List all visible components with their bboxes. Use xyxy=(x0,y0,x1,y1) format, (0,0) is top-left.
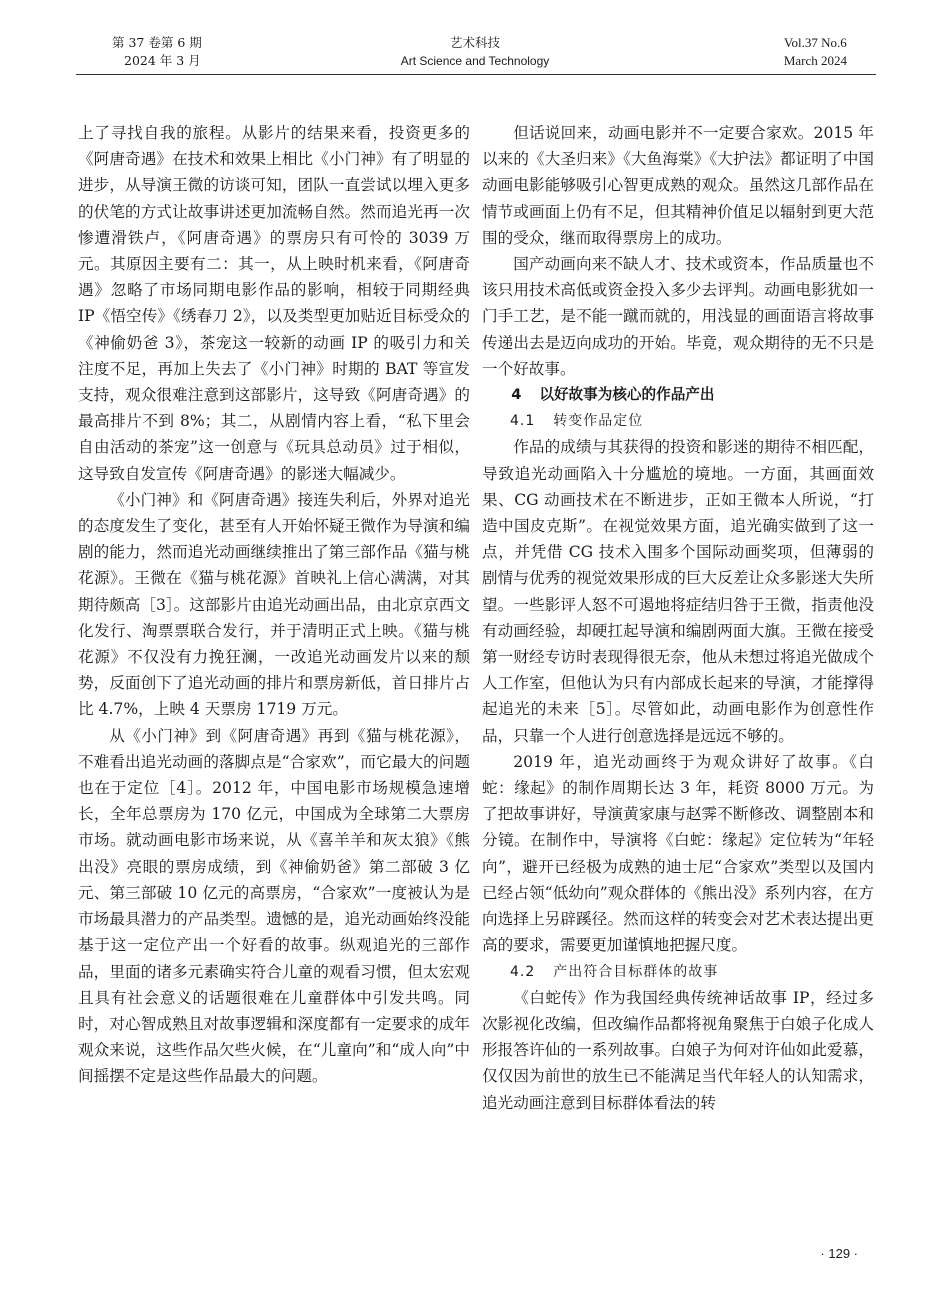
page-number: · 129 · xyxy=(820,1246,858,1261)
paragraph: 上了寻找自我的旅程。从影片的结果来看，投资更多的《阿唐奇遇》在技术和效果上相比《小门神》有了明显的进步，从导演王微的访谈可知，团队一直尝试以埋入更多的伏笔的方式让故事讲述更加流畅自然。然而追光再一次惨遭滑铁卢，《阿唐奇遇》的票房只有可怜的 3039 万元。其原因主要有二：其一，从上映时机来看，《阿唐奇遇》忽略了市场同期电影作品的影响，相较于同期经典 IP《悟空传》《绣春刀 2》，以及类型更加贴近目标受众的《神偷奶爸 3》，茶宠这一较新的动画 IP 的吸引力和关注度不足，再加上失去了《小门神》时期的 BAT 等宣发支持，观众很难注意到这部影片，这导致《阿唐奇遇》的最高排片不到 8%；其二，从剧情内容上看，“私下里会自由活动的茶宠”这一创意与《玩具总动员》过于相似，这导致自发宣传《阿唐奇遇》的影迷大幅减少。 xyxy=(78,124,470,483)
header-center xyxy=(300,34,650,70)
subsection-number: 4.2 xyxy=(510,963,536,980)
section-heading xyxy=(482,382,874,408)
paragraph: 《小门神》和《阿唐奇遇》接连失利后，外界对追光的态度发生了变化，甚至有人开始怀疑王微作为导演和编剧的能力，然而追光动画继续推出了第三部作品《猫与桃花源》。王微在《猫与桃花源》首映礼上信心满满，对其期待颇高［3］。这部影片由追光动画出品，由北京京西文化发行、淘票票联合发行，并于清明正式上映。《猫与桃花源》不仅没有力挽狂澜，一改追光动画发片以来的颓势，反面创下了追光动画的排片和票房新低，首日排片占比 4.7%，上映 4 天票房 1719 万元。 xyxy=(78,490,470,719)
date-cn: 2024 年 3 月 xyxy=(124,53,201,68)
paragraph: 但话说回来，动画电影并不一定要合家欢。2015 年以来的《大圣归来》《大鱼海棠》《大护法》都证明了中国动画电影能够吸引心智更成熟的观众。虽然这几部作品在情节或画面上仍有不足，但其精神价值足以辐射到更大范围的受众，继而取得票房上的成功。 xyxy=(482,124,874,247)
paragraph: 《白蛇传》作为我国经典传统神话故事 IP，经过多次影视化改编，但改编作品都将视角聚焦于白娘子化成人形报答许仙的一系列故事。白娘子为何对许仙如此爱慕，仅仅因为前世的放生已不能满足当代年轻人的认知需求，追光动画注意到目标群体看法的转 xyxy=(482,988,874,1112)
header-left xyxy=(112,34,202,70)
paragraph: 作品的成绩与其获得的投资和影迷的期待不相匹配，导致追光动画陷入十分尴尬的境地。一方面，其画面效果、CG 动画技术在不断进步，正如王微本人所说，“打造中国皮克斯”。在视觉效果方面，追光确实做到了这一点，并凭借 CG 技术入围多个国际动画奖项，但薄弱的剧情与优秀的视觉效果形成的巨大反差让众多影迷大失所望。一些影评人怒不可遏地将症结归咎于王微，指责他没有动画经验，却硬扛起导演和编剧两面大旗。王微在接受第一财经专访时表现得很无奈，他从未想过将追光做成个人工作室，但他认为只有内部成长起来的导演，才能撑得起追光的未来［5］。尽管如此，动画电影作为创意性作品，只靠一个人进行创意选择是远远不够的。 xyxy=(482,438,874,745)
volume-issue-en: Vol.37 No.6 xyxy=(783,35,847,50)
date-en: March 2024 xyxy=(783,53,847,68)
header-right xyxy=(784,34,847,70)
right-column xyxy=(482,120,874,1116)
section-title: 以好故事为核心的作品产出 xyxy=(539,386,715,404)
subsection-title: 转变作品定位 xyxy=(553,413,644,430)
paragraph: 从《小门神》到《阿唐奇遇》再到《猫与桃花源》，不难看出追光动画的落脚点是“合家欢”，而它最大的问题也在于定位［4］。2012 年，中国电影市场规模急速增长，全年总票房为 170 亿元，中国成为全球第二大票房市场。就动画电影市场来说，从《喜羊羊和灰太狼》《熊出没》亮眼的票房成绩，到《神偷奶爸》第二部破 3 亿元、第三部破 10 亿元的高票房，“合家欢”一度被认为是市场最具潜力的产品类型。遗憾的是，追光动画始终没能基于这一定位产出一个好看的故事。纵观追光的三部作品，里面的诸多元素确实符合儿童的观看习惯，但太宏观且具有社会意义的话题很难在儿童群体中引发共鸣。同时，对心智成熟且对故事逻辑和深度都有一定要求的成年观众来说，这些作品欠些火候，在“儿童向”和“成人向”中间摇摆不定是这些作品最大的问题。 xyxy=(78,726,470,1086)
subsection-heading xyxy=(482,959,874,985)
header-divider xyxy=(76,74,876,75)
paragraph: 国产动画向来不缺人才、技术或资本，作品质量也不该只用技术高低或资金投入多少去评判。动画电影犹如一门手工艺，是不能一蹴而就的，用浅显的画面语言将故事传递出去是迈向成功的开始。毕竟，观众期待的无不只是一个好故事。 xyxy=(482,255,874,378)
section-number: 4 xyxy=(511,386,522,404)
journal-title-cn: 艺术科技 xyxy=(449,35,500,50)
journal-title-en: Art Science and Technology xyxy=(400,54,550,68)
subsection-number: 4.1 xyxy=(510,413,536,430)
paragraph: 2019 年，追光动画终于为观众讲好了故事。《白蛇：缘起》的制作周期长达 3 年，耗资 8000 万元。为了把故事讲好，导演黄家康与赵霁不断修改、调整剧本和分镜。在制作中，导演将《白蛇：缘起》定位转为“年轻向”，避开已经极为成熟的迪士尼“合家欢”类型以及国内已经占领“低幼向”观众群体的《熊出没》系列内容，在方向选择上另辟蹊径。然而这样的转变会对艺术表达提出更高的要求，需要更加谨慎地把握尺度。 xyxy=(482,752,874,955)
left-column xyxy=(78,120,470,1090)
volume-issue-cn: 第 37 卷第 6 期 xyxy=(112,35,202,50)
subsection-title: 产出符合目标群体的故事 xyxy=(553,963,719,980)
subsection-heading xyxy=(482,408,874,434)
